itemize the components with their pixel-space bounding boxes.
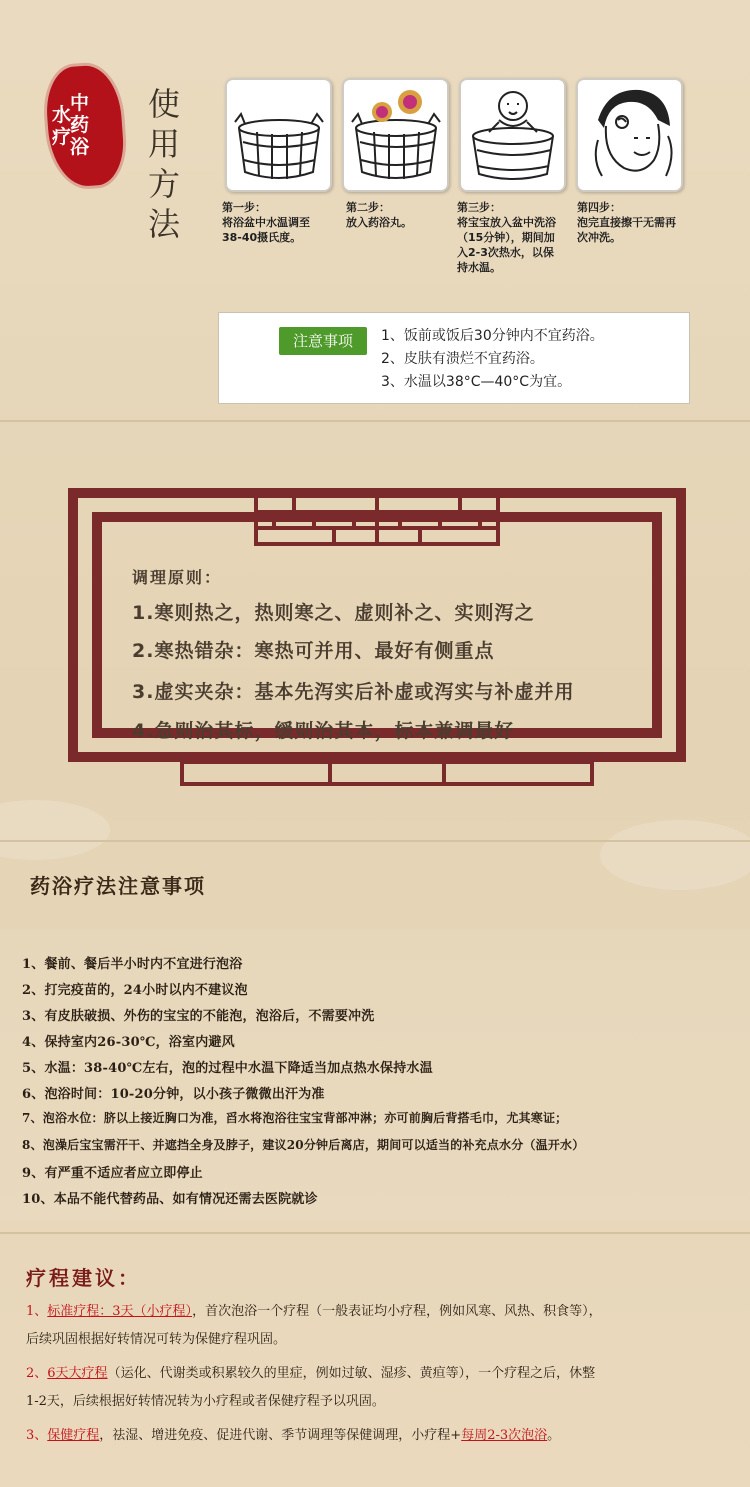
step3-text — [457, 200, 556, 275]
course-num: 3、 — [26, 1428, 48, 1443]
section-divider — [0, 840, 750, 842]
lattice-top-ornament — [254, 494, 500, 546]
step3-image — [459, 78, 566, 192]
precaution-item: 4、保持室内26-30℃，浴室内避风 — [22, 1035, 235, 1050]
section-divider — [0, 1232, 750, 1234]
precaution-item: 6、泡浴时间：10-20分钟，以小孩子微微出汗为准 — [22, 1087, 325, 1102]
step4-text — [577, 200, 676, 245]
precautions-title: 药浴疗法注意事项 — [30, 874, 206, 898]
course-text: ，祛湿、增进免疫、促进代谢、季节调理等保健调理，小疗程+ — [99, 1428, 462, 1443]
usage-section — [0, 0, 750, 420]
step-label: 第一步： — [222, 201, 266, 214]
course-key: 标准疗程：3天（小疗程） — [47, 1304, 193, 1319]
step1-image — [225, 78, 332, 192]
course-item-2 — [26, 1362, 595, 1381]
notice-item: 1、饭前或饭后30分钟内不宜药浴。 — [381, 328, 604, 344]
notice-label: 注意事项 — [279, 327, 367, 355]
precaution-item: 10、本品不能代替药品、如有情况还需去医院就诊 — [22, 1192, 318, 1207]
course-item-1 — [26, 1300, 602, 1319]
step-line: 放入药浴丸。 — [346, 216, 412, 229]
principle-item: 1.寒则热之，热则寒之、虚则补之、实则泻之 — [132, 602, 535, 624]
step-line: 将浴盆中水温调至 — [222, 216, 310, 229]
precaution-item: 9、有严重不适应者应立即停止 — [22, 1166, 203, 1181]
step2-image — [342, 78, 449, 192]
step2-text — [346, 200, 412, 230]
usage-title: 使用方法 — [148, 85, 181, 243]
course-item-2-line2: 1-2天，后续根据好转情况转为小疗程或者保健疗程予以巩固。 — [26, 1394, 385, 1409]
precaution-item: 2、打完疫苗的，24小时以内不建议泡 — [22, 983, 248, 998]
lattice-bottom-ornament — [180, 760, 594, 786]
course-text: ，首次泡浴一个疗程（一般表证均小疗程，例如风寒、风热、积食等）， — [192, 1304, 602, 1319]
seal-text-col2: 水疗 — [52, 104, 72, 148]
step-line: 持水温。 — [457, 261, 501, 274]
step-line: （15分钟），期间加 — [457, 231, 555, 244]
step-line: 泡完直接擦干无需再 — [577, 216, 676, 229]
course-text: （运化、代谢类或积累较久的里症，例如过敏、湿疹、黄疸等），一个疗程之后，休整 — [107, 1366, 596, 1381]
course-item-3 — [26, 1424, 560, 1443]
course-text: 。 — [547, 1428, 561, 1443]
step-line: 次冲洗。 — [577, 231, 621, 244]
precaution-item: 3、有皮肤破损、外伤的宝宝的不能泡，泡浴后，不需要冲洗 — [22, 1009, 375, 1024]
course-item-1-line2: 后续巩固根据好转情况可转为保健疗程巩固。 — [26, 1332, 287, 1347]
principle-item: 3.虚实夹杂：基本先泻实后补虚或泻实与补虚并用 — [132, 681, 575, 703]
course-title: 疗程建议： — [26, 1266, 141, 1290]
course-num: 1、 — [26, 1304, 48, 1319]
step-label: 第三步： — [457, 201, 501, 214]
course-highlight: 每周2-3次泡浴 — [461, 1428, 548, 1443]
precaution-item: 8、泡澡后宝宝需汗干、并遮挡全身及脖子，建议20分钟后离店，期间可以适当的补充点水分（温开水） — [22, 1138, 585, 1152]
precaution-item: 1、餐前、餐后半小时内不宜进行泡浴 — [22, 957, 243, 972]
principles-heading: 调理原则： — [132, 568, 223, 587]
notice-item: 3、水温以38°C—40°C为宜。 — [381, 374, 572, 390]
step-line: 38-40摄氏度。 — [222, 231, 302, 244]
principle-item: 2.寒热错杂：寒热可并用、最好有侧重点 — [132, 640, 495, 662]
step-line: 入2-3次热水，以保 — [457, 246, 554, 259]
seal-text-col1: 中药浴 — [70, 92, 90, 158]
step-label: 第二步： — [346, 201, 390, 214]
principle-item: 4.急则治其标，缓则治其本，标本兼调最好 — [132, 720, 515, 742]
mist-decor — [0, 800, 110, 860]
step-label: 第四步： — [577, 201, 621, 214]
notice-item: 2、皮肤有溃烂不宜药浴。 — [381, 351, 544, 367]
precaution-item: 7、泡浴水位：脐以上接近胸口为准，舀水将泡浴往宝宝背部冲淋；亦可前胸后背搭毛巾，尤其寒证； — [22, 1111, 568, 1125]
section-divider — [0, 420, 750, 422]
step1-text — [222, 200, 310, 245]
course-key: 6天大疗程 — [47, 1366, 108, 1381]
course-key: 保健疗程 — [47, 1428, 100, 1443]
precaution-item: 5、水温：38-40℃左右，泡的过程中水温下降适当加点热水保持水温 — [22, 1061, 433, 1076]
step-line: 将宝宝放入盆中洗浴 — [457, 216, 556, 229]
step4-image — [576, 78, 683, 192]
course-num: 2、 — [26, 1366, 48, 1381]
mist-decor — [600, 820, 750, 890]
